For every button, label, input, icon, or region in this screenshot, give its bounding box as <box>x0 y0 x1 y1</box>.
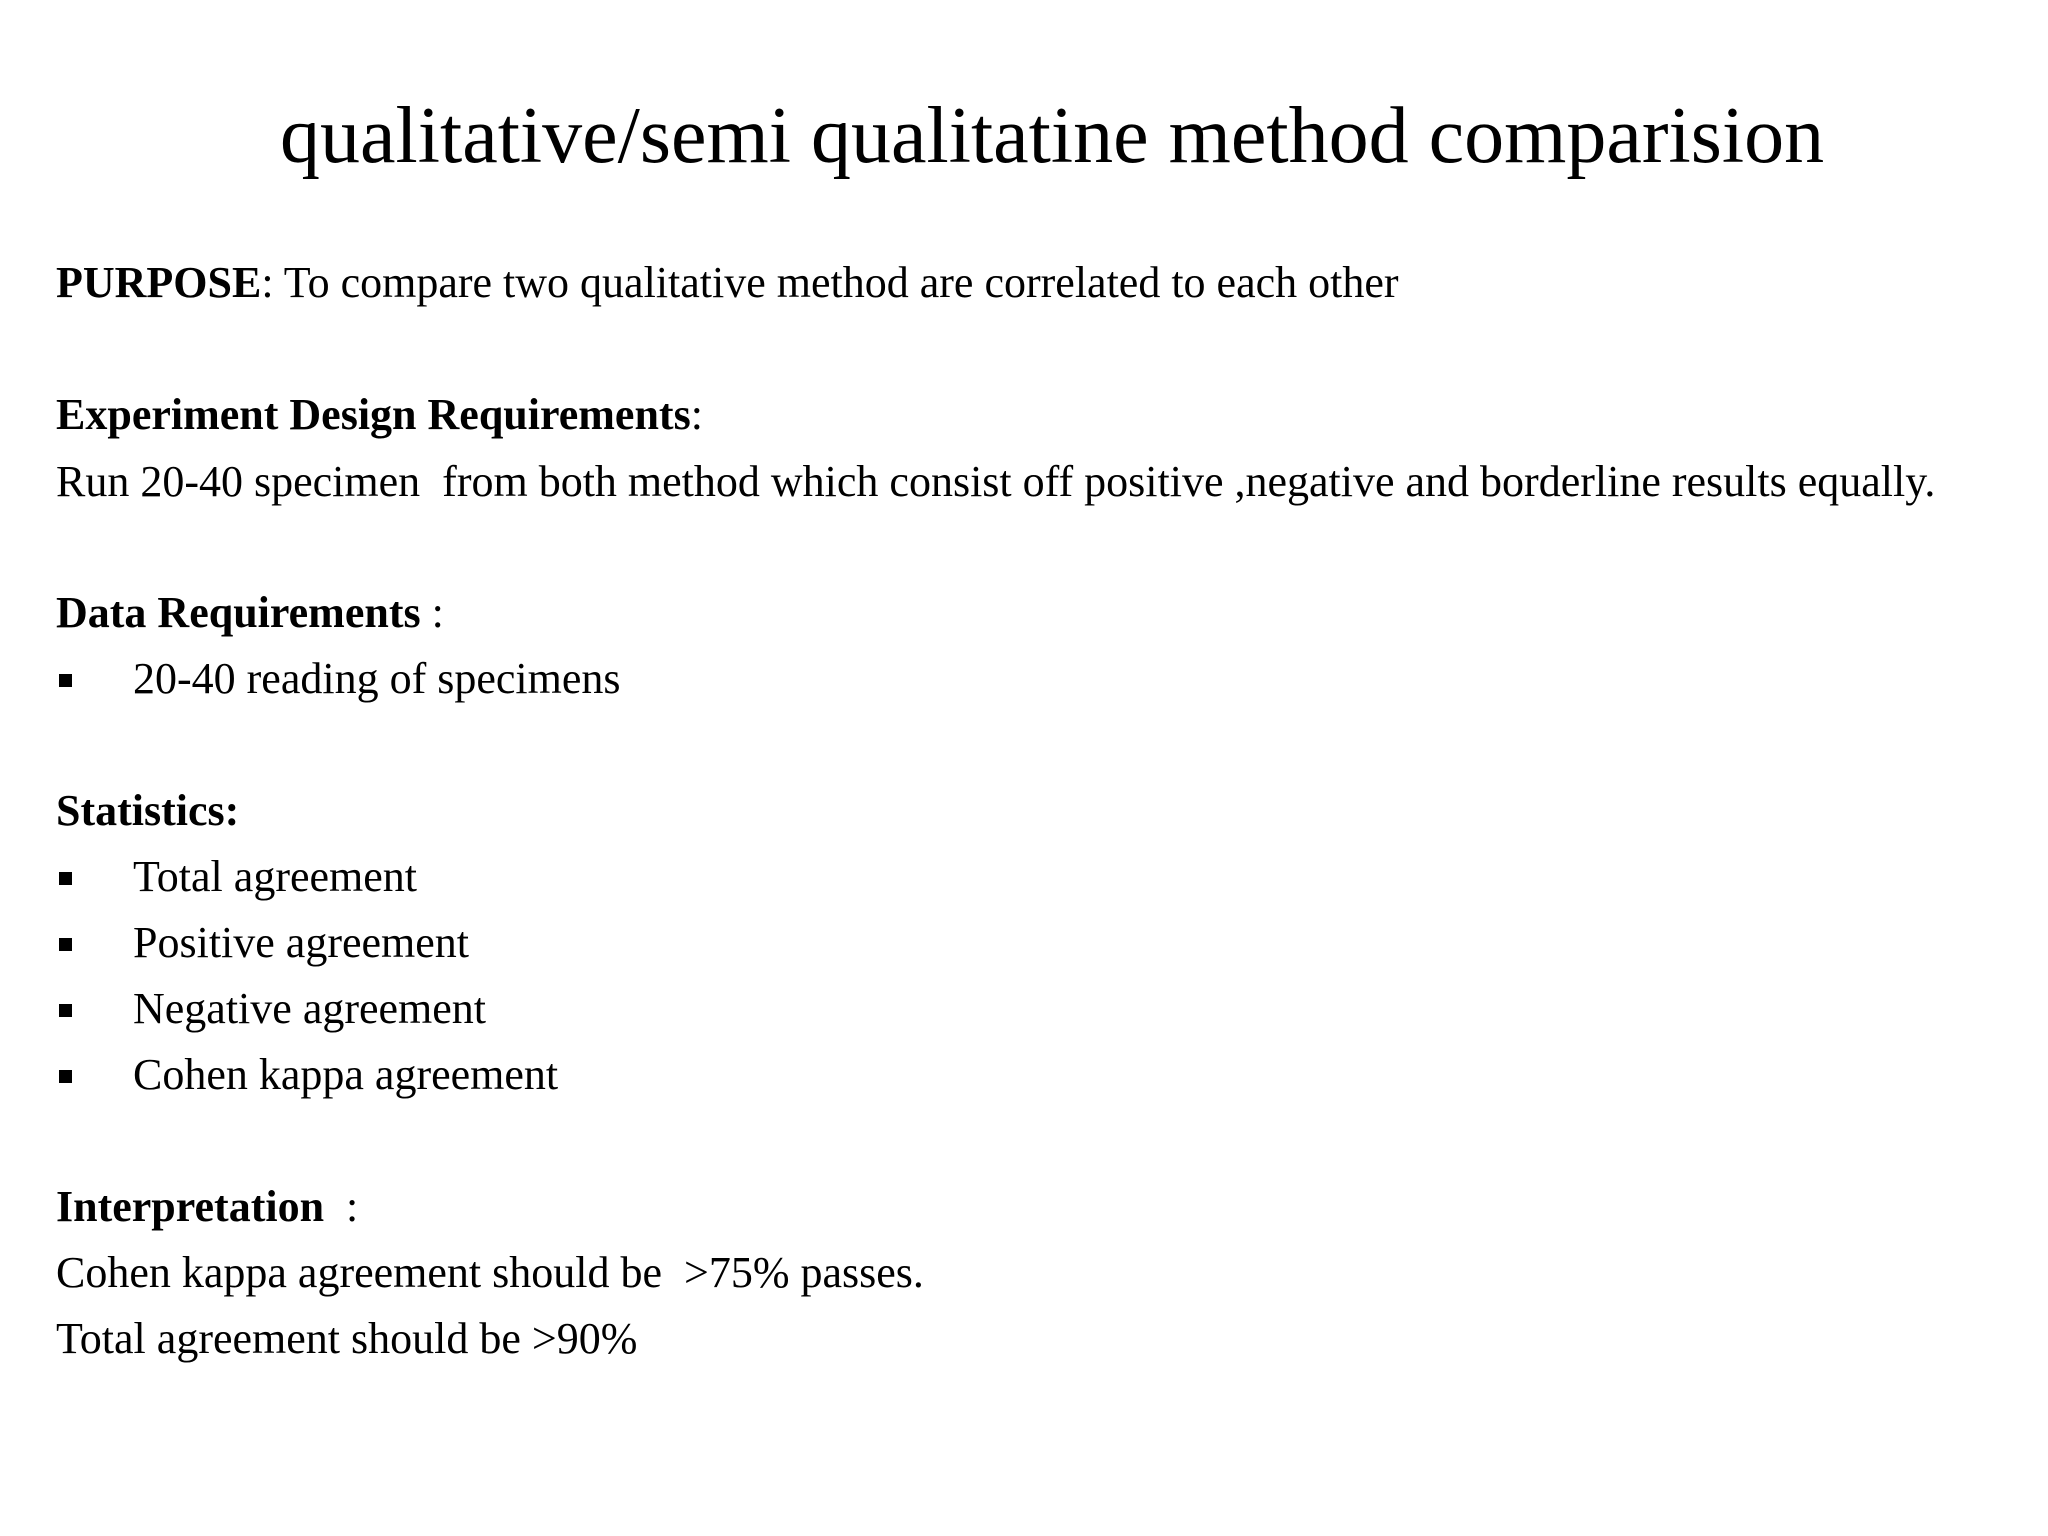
interpretation-line: Cohen kappa agreement should be >75% passes. <box>56 1248 924 1297</box>
spacer <box>56 316 1996 382</box>
purpose-text: : To compare two qualitative method are correlated to each other <box>261 258 1399 307</box>
data-requirements-suffix: : <box>420 588 444 637</box>
purpose-label: PURPOSE <box>56 258 262 307</box>
statistics-heading <box>56 778 1996 844</box>
list-item-text: 20-40 reading of specimens <box>133 654 621 703</box>
list-item-text: Cohen kappa agreement <box>133 1050 559 1099</box>
purpose-line <box>56 250 1996 316</box>
list-item <box>56 910 1996 976</box>
list-item <box>56 1042 1996 1108</box>
list-item-text: Negative agreement <box>133 984 487 1033</box>
statistics-label: Statistics: <box>56 786 240 835</box>
interpretation-line: Total agreement should be >90% <box>56 1314 638 1363</box>
spacer <box>56 514 1996 580</box>
square-bullet-icon <box>59 872 72 885</box>
experiment-design-text: Run 20-40 specimen from both method which consist off positive ,negative and borderline results equally. <box>56 457 1936 506</box>
statistics-list <box>56 844 1996 1108</box>
list-item <box>56 646 1996 712</box>
interpretation-label: Interpretation <box>56 1182 325 1231</box>
experiment-design-heading <box>56 382 1996 448</box>
square-bullet-icon <box>59 1004 72 1017</box>
square-bullet-icon <box>59 938 72 951</box>
spacer <box>56 712 1996 778</box>
slide-body <box>56 250 1996 1372</box>
list-item <box>56 844 1996 910</box>
data-requirements-list <box>56 646 1996 712</box>
data-requirements-label: Data Requirements <box>56 588 421 637</box>
experiment-design-suffix: : <box>690 390 703 439</box>
spacer <box>56 1108 1996 1174</box>
square-bullet-icon <box>59 674 72 687</box>
list-item-text: Total agreement <box>133 852 418 901</box>
data-requirements-heading <box>56 580 1996 646</box>
slide-title: qualitative/semi qualitatine method comparision <box>280 92 1825 180</box>
interpretation-heading <box>56 1174 1996 1240</box>
list-item-text: Positive agreement <box>133 918 470 967</box>
experiment-design-label: Experiment Design Requirements <box>56 390 691 439</box>
list-item <box>56 976 1996 1042</box>
interpretation-suffix: : <box>324 1182 359 1231</box>
square-bullet-icon <box>59 1070 72 1083</box>
